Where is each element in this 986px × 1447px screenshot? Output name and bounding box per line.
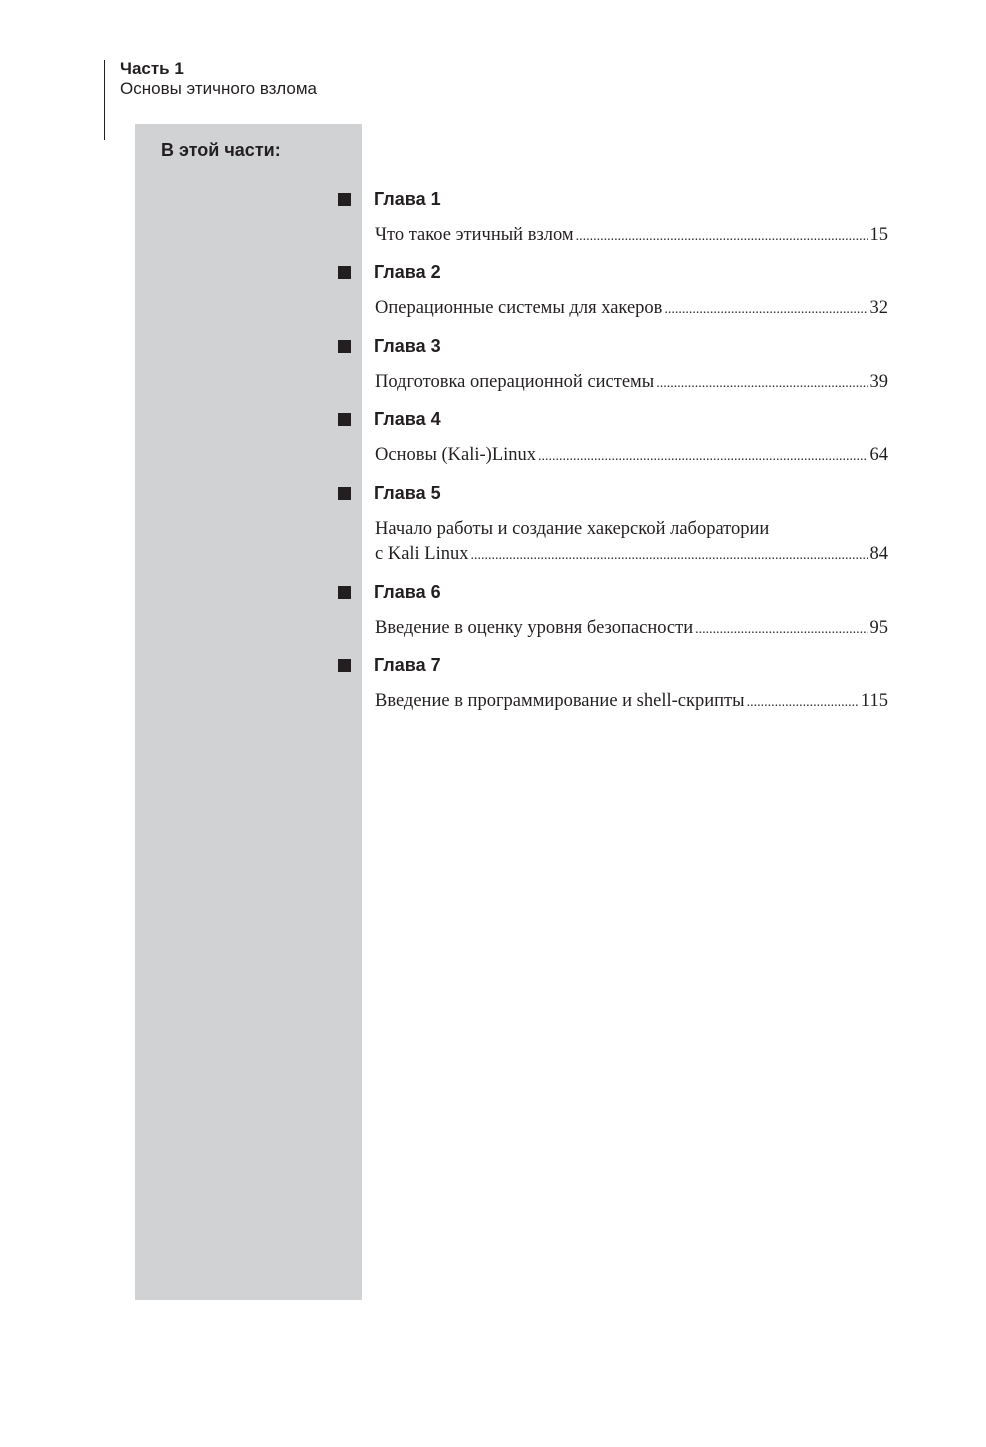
chapter-label: Глава 7 [374,655,441,675]
toc-entry[interactable] [375,370,888,396]
entry-title: Что такое этичный взлом [375,225,574,245]
toc-entry[interactable] [375,443,888,469]
dot-leader [747,689,859,715]
entry-title: с Kali Linux [375,544,469,564]
square-bullet-icon [338,659,351,672]
square-bullet-icon [338,193,351,206]
chapter-label: Глава 3 [374,336,441,356]
square-bullet-icon [338,487,351,500]
page-number: 115 [860,691,888,711]
entry-title: Введение в программирование и shell-скрипты [375,691,745,711]
part-subtitle: Основы этичного взлома [120,79,317,98]
dot-leader [538,443,867,469]
page-number: 95 [869,618,888,638]
page-number: 84 [869,544,888,564]
page-number: 64 [869,445,888,465]
toc-entry[interactable] [375,689,888,715]
chapter-label: Глава 1 [374,189,441,209]
part-title: Часть 1 [120,59,184,78]
dot-leader [471,542,868,568]
toc-entry[interactable] [375,616,888,642]
page-number: 32 [869,298,888,318]
page-number: 15 [869,225,888,245]
section-heading: В этой части: [161,140,281,160]
chapter-label: Глава 6 [374,582,441,602]
dot-leader [695,616,867,642]
entry-title-line1: Начало работы и создание хакерской лаборатории [375,519,770,539]
entry-title: Введение в оценку уровня безопасности [375,618,694,638]
running-header [120,59,317,99]
dot-leader [576,223,868,249]
chapter-label: Глава 2 [374,262,441,282]
chapter-label: Глава 4 [374,409,441,429]
square-bullet-icon [338,266,351,279]
entry-title: Подготовка операционной системы [375,372,655,392]
entry-title: Основы (Kali-)Linux [375,445,537,465]
page-number: 39 [869,372,888,392]
chapter-label: Глава 5 [374,483,441,503]
entry-title: Операционные системы для хакеров [375,298,663,318]
dot-leader [656,370,867,396]
toc-entry[interactable] [375,223,888,249]
square-bullet-icon [338,586,351,599]
toc-entry[interactable] [375,517,888,568]
header-rule [104,60,105,140]
sidebar-panel [135,124,362,1300]
toc-entry[interactable] [375,296,888,322]
square-bullet-icon [338,340,351,353]
dot-leader [664,296,867,322]
square-bullet-icon [338,413,351,426]
